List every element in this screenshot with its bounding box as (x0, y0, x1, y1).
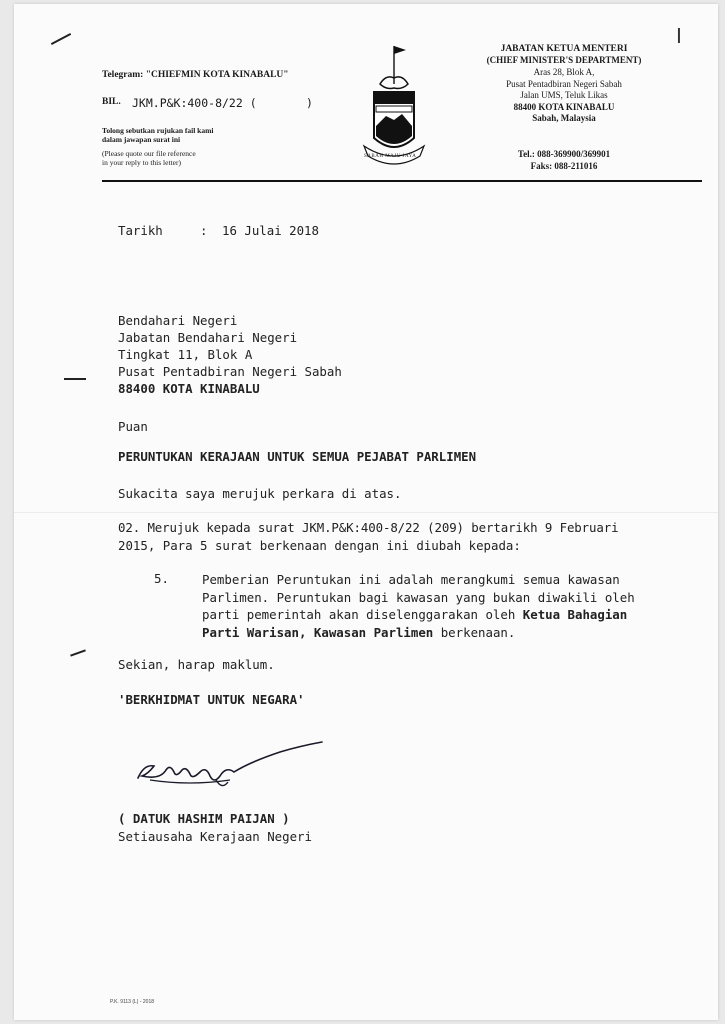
dept-address: Aras 28, Blok A, Pusat Pentadbiran Negeri Sabah Jalan UMS, Teluk Likas 88400 KOTA KINABALU Sabah, Malaysia (506, 67, 622, 123)
header-rule (102, 180, 702, 182)
motto-line: 'BERKHIDMAT UNTUK NEGARA' (118, 692, 305, 707)
margin-handwritten-mark: I (676, 24, 682, 48)
para5-text: Pemberian Peruntukan ini adalah merangkumi semua kawasan Parlimen. Peruntukan bagi kawasan yang bukan diwakili oleh parti pemerintah akan diselenggarakan oleh Ketua Bahagian Parti Warisan, Kawasan Parlimen berkenaan. (202, 572, 635, 640)
ref-close: ) (306, 96, 313, 110)
quote-en-1: (Please quote our file reference (102, 149, 196, 158)
date-sep: : (200, 223, 208, 238)
telegram-line: Telegram: "CHIEFMIN KOTA KINABALU" (102, 70, 289, 80)
closing-line: Sekian, harap maklum. (118, 657, 275, 672)
margin-mark (70, 649, 86, 656)
date-label: Tarikh (118, 223, 163, 238)
signer-title: Setiausaha Kerajaan Negeri (118, 829, 312, 844)
dept-name-en: (CHIEF MINISTER'S DEPARTMENT) (486, 55, 642, 65)
quote-ms-2: dalam jawapan surat ini (102, 135, 181, 144)
dept-fax: Faks: 088-211016 (530, 161, 598, 171)
margin-mark (51, 33, 71, 45)
para02-line2: 2015, Para 5 surat berkenaan dengan ini diubah kepada: (118, 538, 521, 553)
quote-en-2: in your reply to this letter) (102, 158, 181, 167)
salutation: Puan (118, 419, 148, 434)
ref-number: JKM.P&K:400-8/22 ( (132, 96, 257, 110)
date-value: 16 Julai 2018 (222, 223, 319, 238)
dept-name-ms: JABATAN KETUA MENTERI (500, 44, 628, 54)
opening-line: Sukacita saya merujuk perkara di atas. (118, 486, 402, 501)
recipient-address: Bendahari Negeri Jabatan Bendahari Negeri Tingkat 11, Blok A Pusat Pentadbiran Negeri Sabah 88400 KOTA KINABALU (118, 313, 342, 396)
ref-prefix: BIL. (102, 97, 121, 107)
form-code: P.K. 9113 (L) - 2018 (110, 999, 155, 1005)
quote-ms-1: Tolong sebutkan rujukan fail kami (102, 126, 214, 135)
crest-motto: SABAH MAJU JAYA (364, 154, 417, 159)
para5-number: 5. (154, 571, 169, 586)
signer-name: ( DATUK HASHIM PAIJAN ) (118, 811, 290, 826)
margin-mark (64, 378, 86, 380)
handwritten-signature (130, 736, 330, 796)
fold-line (14, 512, 718, 513)
subject-line: PERUNTUKAN KERAJAAN UNTUK SEMUA PEJABAT PARLIMEN (118, 449, 477, 464)
letter-page (14, 4, 718, 1020)
para02-line1: 02. Merujuk kepada surat JKM.P&K:400-8/22 (209) bertarikh 9 Februari (118, 520, 619, 535)
dept-tel: Tel.: 088-369900/369901 (517, 149, 611, 159)
